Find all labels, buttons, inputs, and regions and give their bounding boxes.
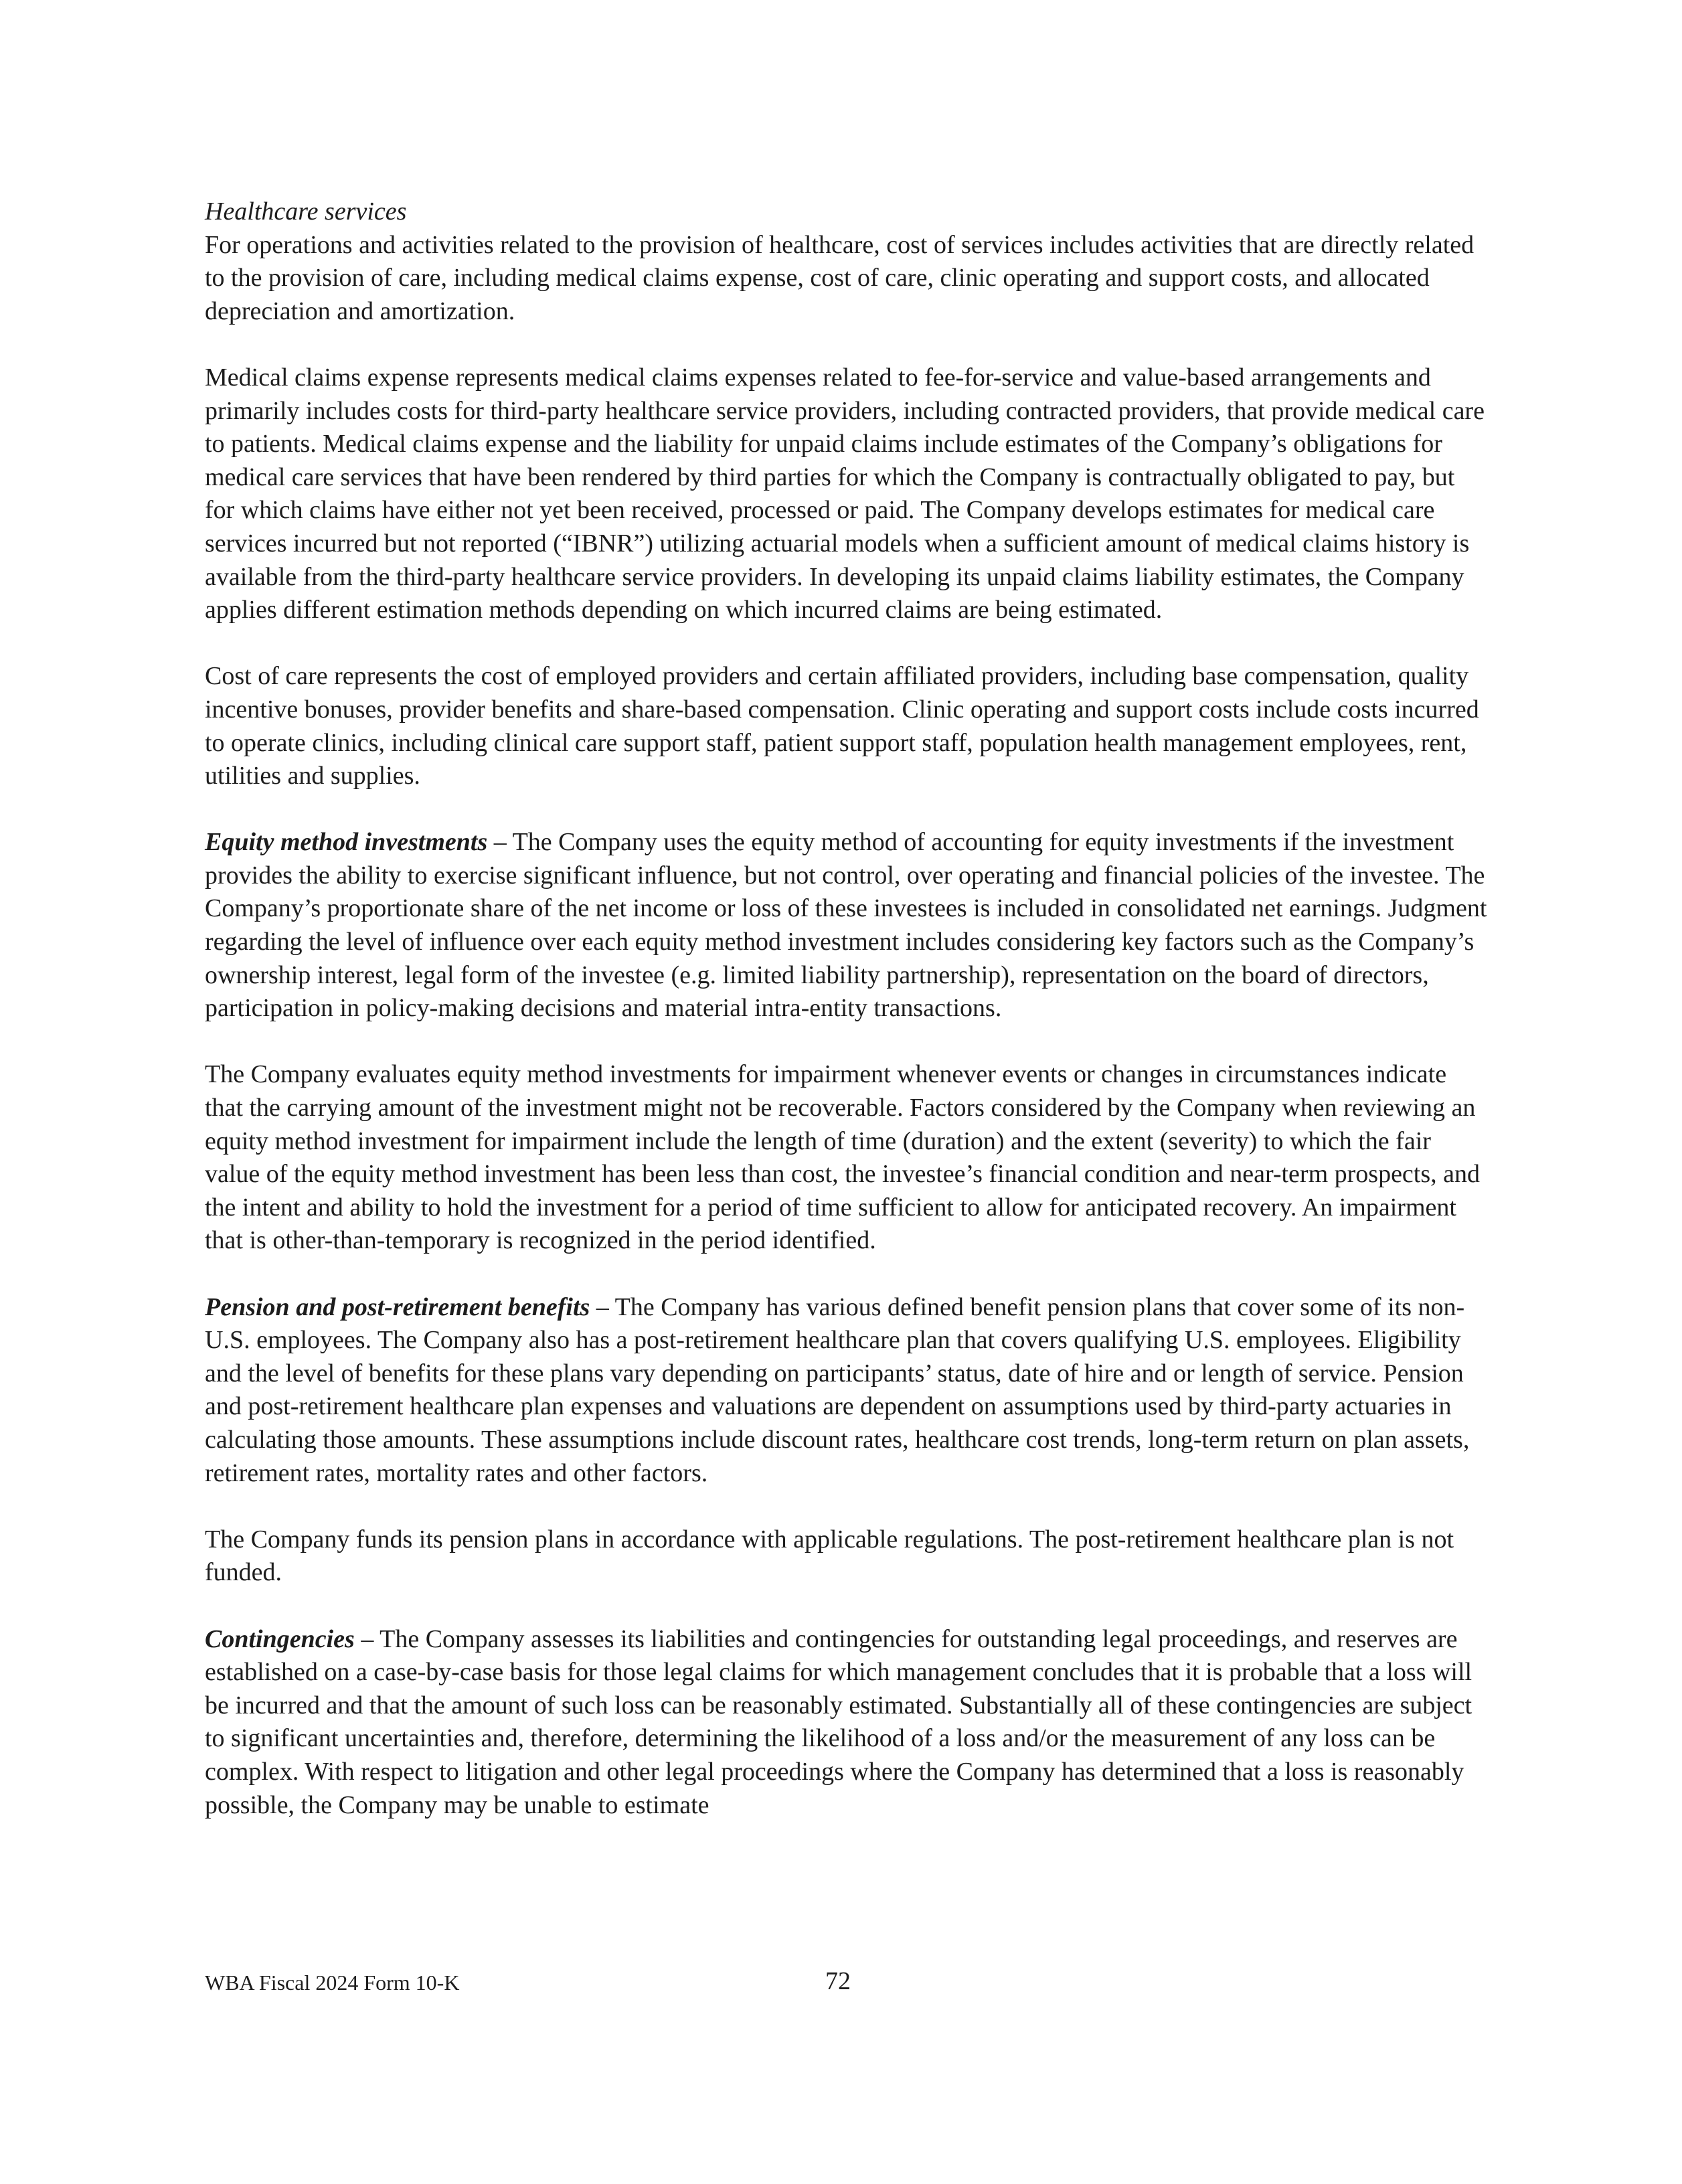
pension-text: – The Company has various defined benefit pension plans that cover some of its non-U.S. employees. The Company also has a post-retirement healthcare plan that covers qualifying U.S. employees. Eligibility and the level of benefits for these plans vary depending on participants’ status, date of hire and or length of service. Pension and post-retirement healthcare plan expenses and valuations are dependent on assumptions used by third-party actuaries in calculating those amounts. These assumptions include discount rates, healthcare cost trends, long-term return on plan assets, retirement rates, mortality rates and other factors. [205, 1292, 1470, 1487]
paragraph-contingencies [205, 1623, 1490, 1823]
term-contingencies: Contingencies [205, 1624, 355, 1653]
subheading-healthcare-services: Healthcare services [205, 197, 407, 226]
footer-document-title: WBA Fiscal 2024 Form 10-K [205, 1970, 460, 1995]
paragraph-cost-of-care: Cost of care represents the cost of employed providers and certain affiliated providers, including base compensation, quality incentive bonuses, provider benefits and share-based compensation. Clinic operating and support costs include costs incurred to operate clinics, including clinical care support staff, patient support staff, population health management employees, rent, utilities and supplies. [205, 662, 1479, 790]
paragraph-pension [205, 1291, 1490, 1491]
term-pension: Pension and post-retirement benefits [205, 1292, 590, 1321]
contingencies-text: – The Company assesses its liabilities and contingencies for outstanding legal proceedings, and reserves are established on a case-by-case basis for those legal claims for which management concludes that it is probable that a loss will be incurred and that the amount of such loss can be reasonably estimated. Substantially all of these contingencies are subject to significant uncertainties and, therefore, determining the likelihood of a loss and/or the measurement of any loss can be complex. With respect to litigation and other legal proceedings where the Company has determined that a loss is reasonably possible, the Company may be unable to estimate [205, 1624, 1473, 1819]
paragraph-equity-impairment: The Company evaluates equity method investments for impairment whenever events or changes in circumstances indicate that the carrying amount of the investment might not be recoverable. Factors considered by the Company when reviewing an equity method investment for impairment include the length of time (duration) and the extent (severity) to which the fair value of the equity method investment has been less than cost, the investee’s financial condition and near-term prospects, and the intent and ability to hold the investment for a period of time sufficient to allow for anticipated recovery. An impairment that is other-than-temporary is recognized in the period identified. [205, 1060, 1481, 1255]
paragraph-cost-of-services: For operations and activities related to the provision of healthcare, cost of services includes activities that are directly related to the provision of care, including medical claims expense, cost of care, clinic operating and support costs, and allocated depreciation and amortization. [205, 230, 1475, 325]
body-text [205, 195, 1490, 1822]
paragraph-medical-claims: Medical claims expense represents medical claims expenses related to fee-for-service and value-based arrangements and primarily includes costs for third-party healthcare service providers, including contracted providers, that provide medical care to patients. Medical claims expense and the liability for unpaid claims include estimates of the Company’s obligations for medical care services that have been rendered by third parties for which the Company is contractually obligated to pay, but for which claims have either not yet been received, processed or paid. The Company develops estimates for medical care services incurred but not reported (“IBNR”) utilizing actuarial models when a sufficient amount of medical claims history is available from the third-party healthcare service providers. In developing its unpaid claims liability estimates, the Company applies different estimation methods depending on which incurred claims are being estimated. [205, 363, 1485, 624]
paragraph-pension-funding: The Company funds its pension plans in accordance with applicable regulations. The post-retirement healthcare plan is not funded. [205, 1525, 1454, 1587]
term-equity-method: Equity method investments [205, 828, 488, 857]
paragraph-equity-method [205, 826, 1490, 1025]
equity-method-text: – The Company uses the equity method of accounting for equity investments if the investment provides the ability to exercise significant influence, but not control, over operating and financial policies of the investee. The Company’s proportionate share of the net income or loss of these investees is included in consolidated net earnings. Judgment regarding the level of influence over each equity method investment includes considering key factors such as the Company’s ownership interest, legal form of the investee (e.g. limited liability partnership), representation on the board of directors, participation in policy-making decisions and material intra-entity transactions. [205, 828, 1487, 1023]
page-number: 72 [825, 1967, 851, 1995]
